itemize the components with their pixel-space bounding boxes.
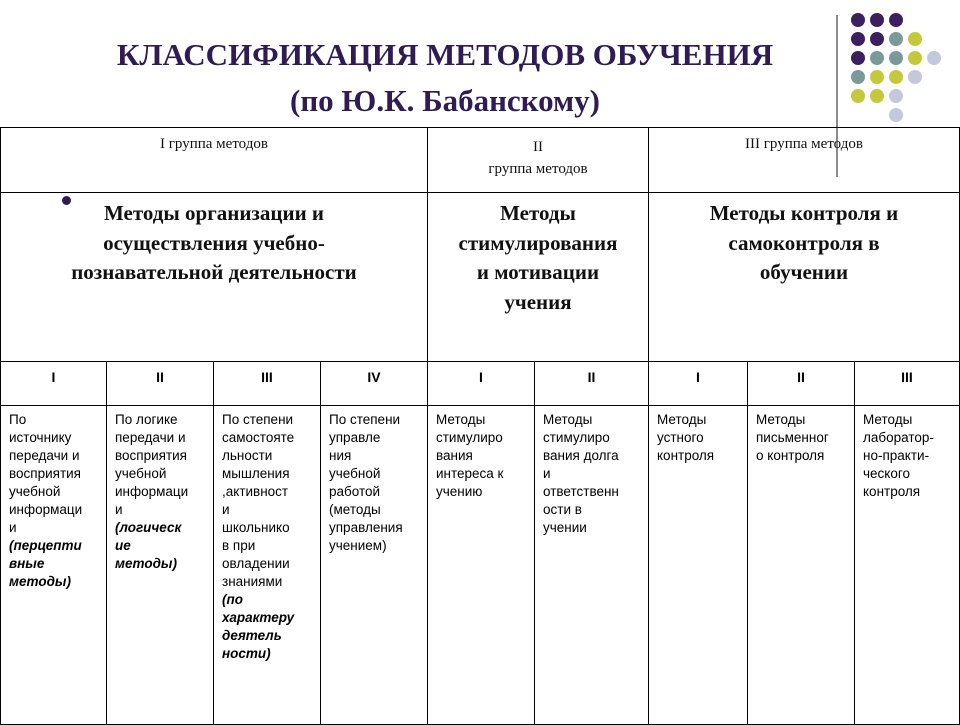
desc-line: учению (436, 484, 483, 499)
desc-line: учебной (329, 466, 381, 481)
desc-cell (534, 405, 649, 725)
desc-line: льности (222, 448, 273, 463)
decor-dot (870, 70, 884, 84)
desc-italic-line: характеру (222, 610, 295, 625)
desc-line: (методы (329, 502, 381, 517)
page-title (0, 32, 890, 124)
decor-dot (889, 13, 903, 27)
group-1-header (0, 127, 428, 193)
group-1-name-line: осуществления учебно- (103, 230, 325, 255)
desc-line: учебной (9, 484, 61, 499)
group-3-name (648, 192, 960, 362)
desc-line: По логике (115, 412, 178, 427)
group-3-name-line: Методы контроля и (709, 201, 899, 225)
desc-line: стимулиро (543, 430, 610, 445)
desc-line: восприятия (9, 466, 81, 481)
desc-line: ческого (863, 466, 910, 481)
desc-line: но-практи- (863, 448, 930, 463)
desc-line: передачи и (115, 430, 186, 445)
subgroup-1-2: II (106, 361, 214, 406)
desc-italic-line: вные (9, 556, 45, 571)
subgroup-1-1: I (0, 361, 107, 406)
group-2-name-line: учения (504, 289, 572, 314)
desc-cell (747, 405, 855, 725)
desc-line: в при (222, 538, 256, 553)
desc-line: ответственн (543, 484, 619, 499)
desc-line: мышления (222, 466, 290, 481)
desc-line: управления (329, 520, 403, 535)
subgroup-2-2: II (534, 361, 649, 406)
subgroup-1-4: IV (320, 361, 428, 406)
group-2-header-roman: II (533, 139, 543, 155)
group-2-name-line: и мотивации (476, 260, 600, 284)
desc-line: ния (329, 448, 352, 463)
desc-line: интереса к (436, 466, 504, 481)
desc-line: письменног (756, 430, 829, 445)
title-line-2: (по Ю.К. Бабанскому) (290, 83, 600, 118)
desc-cell (320, 405, 428, 725)
desc-line: о контроля (756, 448, 825, 463)
subgroup-3-3: III (854, 361, 960, 406)
desc-italic-line: методы) (9, 574, 71, 589)
desc-cell (854, 405, 960, 725)
desc-line: ,активност (222, 484, 289, 499)
decor-dot (870, 51, 884, 65)
desc-italic-line: методы) (115, 556, 177, 571)
desc-line: и (543, 466, 551, 481)
group-1-name-line: Методы организации и (103, 201, 325, 225)
desc-line: учением) (329, 538, 387, 553)
decor-dot (870, 32, 884, 46)
desc-line: восприятия (115, 448, 187, 463)
desc-cell (0, 405, 107, 725)
decor-dot (851, 51, 865, 65)
desc-line: По степени (329, 412, 401, 427)
desc-line: По (9, 412, 27, 427)
group-3-name-line: самоконтроля в (728, 230, 880, 255)
subgroup-3-1: I (648, 361, 748, 406)
desc-line: Методы (756, 412, 806, 427)
desc-line: контроля (863, 484, 921, 499)
group-3-header (648, 127, 960, 193)
desc-line: ости в (543, 502, 582, 517)
desc-italic-line: ности) (222, 646, 271, 661)
desc-cell (427, 405, 535, 725)
bullet-icon (62, 196, 71, 205)
desc-italic-line: ие (115, 538, 131, 553)
subgroup-3-2: II (747, 361, 855, 406)
decor-dot (889, 32, 903, 46)
desc-line: Методы (657, 412, 707, 427)
desc-line: Методы (543, 412, 593, 427)
decor-dot (908, 32, 922, 46)
group-3-header-text: III группа методов (745, 136, 863, 152)
desc-line: устного (657, 430, 704, 445)
desc-line: источнику (9, 430, 72, 445)
desc-cell (648, 405, 748, 725)
desc-line: вания долга (543, 448, 619, 463)
desc-line: По степени (222, 412, 294, 427)
desc-cell (106, 405, 214, 725)
desc-line: самостояте (222, 430, 295, 445)
desc-line: Методы (863, 412, 913, 427)
decor-dot-grid (851, 13, 951, 143)
decor-dot (889, 70, 903, 84)
desc-line: работой (329, 484, 381, 499)
decor-dot (889, 51, 903, 65)
group-3-name-line: обучении (759, 260, 849, 284)
decor-dot (851, 32, 865, 46)
decor-dot (889, 108, 903, 122)
desc-line: стимулиро (436, 430, 503, 445)
desc-cell (213, 405, 321, 725)
desc-line: и (115, 502, 123, 517)
decor-dot (851, 13, 865, 27)
decor-dot (908, 70, 922, 84)
decor-dot (908, 51, 922, 65)
desc-line: и (9, 520, 17, 535)
decor-dot (851, 70, 865, 84)
group-2-header (427, 127, 649, 193)
desc-line: учебной (115, 466, 167, 481)
group-2-header-text: группа методов (488, 161, 588, 177)
desc-line: Методы (436, 412, 486, 427)
desc-italic-line: (по (222, 592, 243, 607)
group-2-name (427, 192, 649, 362)
group-2-name-line: стимулирования (458, 230, 618, 255)
decor-dot (927, 51, 941, 65)
decor-dot (870, 89, 884, 103)
desc-line: учении (543, 520, 587, 535)
desc-line: овладении (222, 556, 290, 571)
desc-line: информаци (9, 502, 83, 517)
desc-line: и (222, 502, 230, 517)
subgroup-2-1: I (427, 361, 535, 406)
desc-line: управле (329, 430, 381, 445)
desc-line: знаниями (222, 574, 283, 589)
desc-line: контроля (657, 448, 715, 463)
desc-italic-line: деятель (222, 628, 282, 643)
group-1-name-line: познавательной деятельности (71, 260, 357, 284)
group-1-name (0, 192, 428, 362)
decor-dot (870, 13, 884, 27)
title-line-1: КЛАССИФИКАЦИЯ МЕТОДОВ ОБУЧЕНИЯ (116, 37, 774, 72)
desc-italic-line: (перцепти (9, 538, 82, 553)
decor-dot (889, 89, 903, 103)
desc-line: вания (436, 448, 473, 463)
desc-line: передачи и (9, 448, 80, 463)
desc-line: лаборатор- (863, 430, 934, 445)
decor-dot (851, 89, 865, 103)
desc-line: школьнико (222, 520, 290, 535)
desc-italic-line: (логическ (115, 520, 182, 535)
subgroup-1-3: III (213, 361, 321, 406)
group-2-name-line: Методы (500, 201, 576, 225)
desc-line: информаци (115, 484, 189, 499)
group-1-header-text: I группа методов (160, 136, 268, 152)
